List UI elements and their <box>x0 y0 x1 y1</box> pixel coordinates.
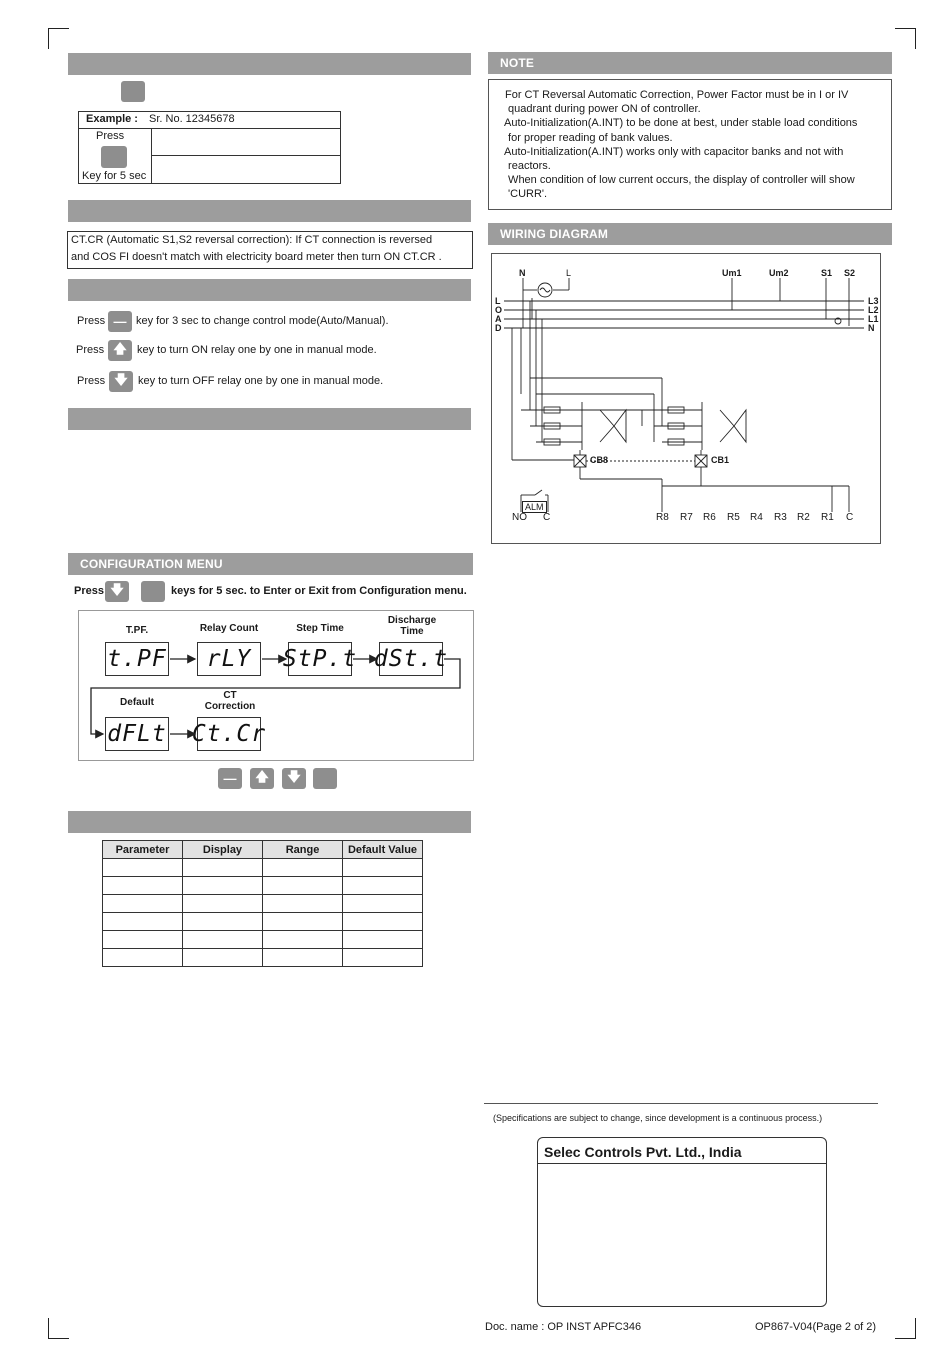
config-display: dSt.t <box>379 642 443 676</box>
spec-divider <box>484 1103 878 1104</box>
ctcr-text-line2: and COS FI doesn't match with electricity board meter then turn ON CT.CR . <box>71 251 442 263</box>
minus-icon: — <box>108 311 132 332</box>
table-header: Parameter <box>103 841 183 859</box>
table-row <box>103 859 423 877</box>
manual-row <box>77 311 467 333</box>
wiring-label: Um1 <box>722 268 742 278</box>
wiring-diagram <box>492 254 882 545</box>
wiring-label: Um2 <box>769 268 789 278</box>
wiring-diagram-title: WIRING DIAGRAM <box>488 223 892 245</box>
manual-row <box>76 340 466 362</box>
note-box <box>488 79 892 210</box>
section-bar-ctcr <box>68 200 471 222</box>
config-instruction <box>74 581 484 603</box>
terminal-label: R3 <box>774 512 787 523</box>
manual-row <box>77 371 467 393</box>
wiring-label: L <box>566 268 572 278</box>
crop-mark-bottom-right <box>895 1318 916 1339</box>
config-item-label: Discharge Time <box>387 615 437 637</box>
table-row <box>103 895 423 913</box>
manual-instruction: key to turn OFF relay one by one in manual mode. <box>138 375 384 387</box>
crop-mark-bottom-left <box>48 1318 69 1339</box>
note-line: Auto-Initialization(A.INT) works only with capacitor banks and not with <box>504 145 844 158</box>
blank-key-icon <box>101 146 127 168</box>
table-row <box>103 931 423 949</box>
section-bar-key <box>68 53 471 75</box>
section-bar-blank <box>68 408 471 430</box>
press-label: Press <box>77 375 106 387</box>
blank-key-icon <box>121 81 145 102</box>
load-letter: D <box>495 323 502 333</box>
terminal-label: R7 <box>680 512 693 523</box>
config-display: dFLt <box>105 717 169 751</box>
note-line: When condition of low current occurs, the display of controller will show <box>505 174 855 187</box>
load-letter: L <box>495 296 501 306</box>
phase-label: L3 <box>868 296 879 306</box>
config-display: StP.t <box>288 642 352 676</box>
table-header: Range <box>263 841 343 859</box>
crop-mark-top-left <box>48 28 69 49</box>
note-title: NOTE <box>488 52 892 74</box>
blank-key-icon <box>313 768 337 789</box>
ctcr-text-line1: CT.CR (Automatic S1,S2 reversal correction): If CT connection is reversed <box>71 234 433 246</box>
cb-label: CB1 <box>711 455 730 465</box>
alarm-label: ALM <box>522 501 547 513</box>
config-item-label: CT Correction <box>204 690 256 712</box>
config-item-label: T.PF. <box>125 625 149 636</box>
blank-key-icon <box>141 581 165 602</box>
press-label: Press <box>96 130 125 142</box>
example-value: Sr. No. 12345678 <box>149 113 235 125</box>
section-bar-parameters <box>68 811 471 833</box>
press-label: Press <box>76 344 105 356</box>
table-row <box>103 877 423 895</box>
press-label: Press <box>77 315 106 327</box>
table-row <box>103 913 423 931</box>
up-arrow-icon: 🡅 <box>250 768 274 789</box>
terminal-label: NO <box>512 512 527 523</box>
cb-label: CB8 <box>590 455 609 465</box>
terminal-label: C <box>846 512 854 523</box>
note-line: for proper reading of bank values. <box>505 131 673 144</box>
up-arrow-icon: 🡅 <box>108 340 132 361</box>
ctcr-box <box>67 231 473 269</box>
table-header-row <box>103 841 423 859</box>
wiring-label: S2 <box>844 268 856 278</box>
phase-label: N <box>868 323 875 333</box>
load-letter: O <box>495 305 503 315</box>
terminal-label: R6 <box>703 512 716 523</box>
config-item-label: Relay Count <box>199 623 259 634</box>
spec-note: (Specifications are subject to change, since development is a continuous process.) <box>493 1113 823 1123</box>
example-label: Example : <box>86 113 138 125</box>
terminal-label: R8 <box>656 512 669 523</box>
config-display: t.PF <box>105 642 169 676</box>
doc-name: Doc. name : OP INST APFC346 <box>485 1321 642 1333</box>
load-letter: A <box>495 314 502 324</box>
crop-mark-top-right <box>895 28 916 49</box>
terminal-label: R1 <box>821 512 834 523</box>
table-header: Display <box>183 841 263 859</box>
note-line: 'CURR'. <box>505 188 548 201</box>
down-arrow-icon: 🡇 <box>109 371 133 392</box>
company-name: Selec Controls Pvt. Ltd., India <box>544 1144 742 1160</box>
table-row <box>103 949 423 967</box>
config-item-label: Default <box>120 697 154 708</box>
config-instruction-text: keys for 5 sec. to Enter or Exit from Configuration menu. <box>171 585 467 597</box>
minus-icon: — <box>218 768 242 789</box>
config-flow-box <box>78 610 474 761</box>
config-display: Ct.Cr <box>197 717 261 751</box>
terminal-label: C <box>543 512 551 523</box>
manual-instruction: key to turn ON relay one by one in manual mode. <box>137 344 377 356</box>
config-flow-arrows <box>79 611 475 762</box>
wiring-label: S1 <box>821 268 833 278</box>
terminal-label: R2 <box>797 512 810 523</box>
note-line: quadrant during power ON of controller. <box>505 103 701 116</box>
down-arrow-icon: 🡇 <box>105 581 129 602</box>
config-display: rLY <box>197 642 261 676</box>
config-item-label: Step Time <box>296 623 344 634</box>
company-box <box>537 1137 827 1307</box>
table-header: Default Value <box>343 841 423 859</box>
press-label: Press <box>74 585 104 597</box>
key-hint: Key for 5 sec <box>82 170 147 182</box>
terminal-label: R5 <box>727 512 740 523</box>
wiring-label: N <box>519 268 526 278</box>
section-bar-manual <box>68 279 471 301</box>
note-line: For CT Reversal Automatic Correction, Power Factor must be in I or IV <box>505 89 849 101</box>
config-menu-title: CONFIGURATION MENU <box>68 553 473 575</box>
down-arrow-icon: 🡇 <box>282 768 306 789</box>
note-line: reactors. <box>505 160 551 173</box>
note-line: Auto-Initialization(A.INT) to be done at best, under stable load conditions <box>504 117 858 130</box>
terminal-label: R4 <box>750 512 763 523</box>
wiring-diagram-box <box>491 253 881 544</box>
example-box <box>78 111 341 184</box>
phase-label: L1 <box>868 314 879 324</box>
phase-label: L2 <box>868 305 879 315</box>
manual-instruction: key for 3 sec to change control mode(Auto/Manual). <box>136 315 389 327</box>
doc-code: OP867-V04(Page 2 of 2) <box>755 1321 877 1333</box>
parameter-table <box>102 840 423 967</box>
